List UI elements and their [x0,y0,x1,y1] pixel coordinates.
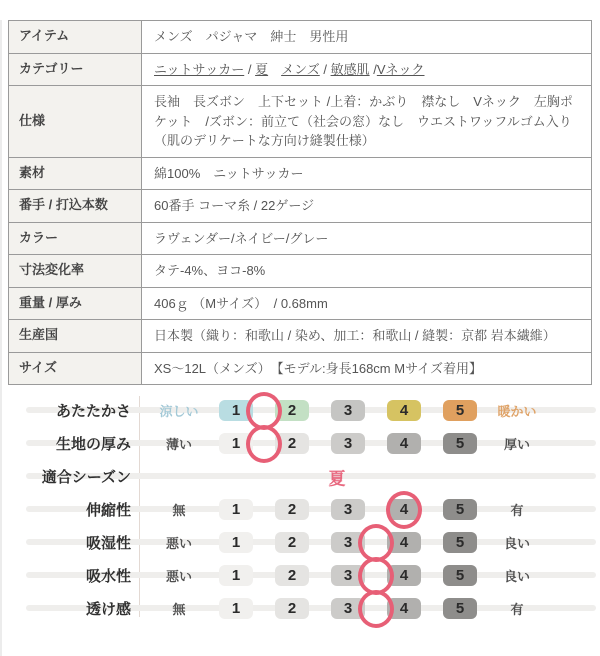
scale-max-label: 厚い [503,437,530,452]
spec-row-value: 長袖 長ズボン 上下セット /上着：かぶり 襟なし Vネック 左胸ポケット /ズボン：前立て（社会の窓）なし ウエストワッフルゴム入り （肌のデリケートな方向け縫製仕様） [142,86,592,158]
scale-box-2: 2 [275,400,309,421]
spec-row-value: 綿100% ニットサッカー [142,157,592,190]
spec-table-body [9,21,592,385]
category-link[interactable]: 夏 [255,61,269,77]
table-row [9,287,592,320]
scale-box-2: 2 [275,598,309,619]
table-row [9,53,592,86]
rating-marker [358,590,394,628]
separator-text [268,62,281,77]
scale-box-4: 4 [387,565,421,586]
scale-min-label: 薄い [165,437,192,452]
rating-row [2,526,600,559]
scale-boxes [219,598,477,619]
scale-box-4: 4 [387,499,421,520]
spec-table [8,20,592,385]
rating-row-label: 吸湿性 [85,535,131,552]
rating-row-label: 伸縮性 [85,502,131,519]
table-row [9,255,592,288]
scale-box-4: 4 [387,433,421,454]
scale-box-2: 2 [275,499,309,520]
category-link[interactable]: 敏感肌 [330,61,370,77]
scale-min-label: 悪い [165,569,192,584]
scale-box-1: 1 [219,499,253,520]
rating-row [2,394,600,427]
scale-box-3: 3 [331,532,365,553]
scale-box-1: 1 [219,598,253,619]
spec-row-label: 寸法変化率 [9,255,142,288]
scale-box-2: 2 [275,565,309,586]
rating-row-label: 生地の厚み [55,436,131,453]
table-row [9,157,592,190]
scale-min-label: 無 [172,602,186,617]
scale-min-label: 涼しい [159,404,199,419]
rating-row [2,427,600,460]
scale-box-5: 5 [443,532,477,553]
spec-row-label: 仕様 [9,86,142,158]
spec-row-value: ラヴェンダー/ネイビー/グレー [142,222,592,255]
spec-row-label: カラー [9,222,142,255]
scale-box-3: 3 [331,598,365,619]
scale-box-3: 3 [331,499,365,520]
category-link[interactable]: ニットサッカー [154,61,245,77]
scale-max-label: 有 [510,503,524,518]
spec-row-label: カテゴリー [9,53,142,86]
scale-box-2: 2 [275,532,309,553]
rating-row [2,460,600,493]
rating-row-label: 適合シーズン [41,469,131,486]
rating-row [2,592,600,625]
spec-row-label: 生産国 [9,320,142,353]
spec-row-value: XS〜12L（メンズ） 【モデル:身長168cm Mサイズ着用】 [142,352,592,385]
scale-box-3: 3 [331,565,365,586]
season-value: 夏 [328,469,346,488]
table-row [9,222,592,255]
category-link[interactable]: メンズ [281,61,320,77]
scale-box-5: 5 [443,598,477,619]
scale-max-label: 良い [503,569,530,584]
scale-box-3: 3 [331,433,365,454]
scale-box-1: 1 [219,400,253,421]
table-row [9,190,592,223]
spec-row-label: アイテム [9,21,142,54]
scale-boxes [219,532,477,553]
table-row [9,352,592,385]
scale-max-label: 有 [510,602,524,617]
separator-text: / [319,61,331,77]
spec-row-value [142,53,592,86]
scale-box-4: 4 [387,598,421,619]
scale-box-1: 1 [219,565,253,586]
scale-box-4: 4 [387,532,421,553]
spec-row-label: サイズ [9,352,142,385]
spec-row-value: 60番手 コーマ糸 / 22ゲージ [142,190,592,223]
scale-max-label: 良い [503,536,530,551]
scale-min-label: 悪い [165,536,192,551]
spec-row-value: タテ-4%、ヨコ-8% [142,255,592,288]
scale-box-4: 4 [387,400,421,421]
rating-row-label: 透け感 [85,601,131,618]
rating-row [2,559,600,592]
rating-marker [386,491,422,529]
category-link[interactable]: Vネック [376,61,425,77]
scale-boxes [219,565,477,586]
table-row [9,320,592,353]
rating-row-label: 吸水性 [85,568,131,585]
spec-row-label: 番手 / 打込本数 [9,190,142,223]
rating-marker [246,425,282,463]
spec-row-label: 素材 [9,157,142,190]
scale-box-1: 1 [219,433,253,454]
spec-row-label: 重量 / 厚み [9,287,142,320]
scale-box-5: 5 [443,433,477,454]
rating-chart [2,394,600,625]
scale-box-2: 2 [275,433,309,454]
spec-row-value: メンズ パジャマ 紳士 男性用 [142,21,592,54]
spec-row-value: 406ｇ （Mサイズ） / 0.68mm [142,287,592,320]
scale-min-label: 無 [172,503,186,518]
table-row [9,86,592,158]
scale-max-label: 暖かい [497,404,537,419]
separator-text: / [244,61,256,77]
scale-box-5: 5 [443,400,477,421]
scale-box-5: 5 [443,565,477,586]
rating-row-label: あたたかさ [55,403,131,420]
separator-text: / [369,61,377,77]
table-row [9,21,592,54]
scale-boxes [219,499,477,520]
product-spec-page [2,20,600,625]
rating-row [2,493,600,526]
scale-box-5: 5 [443,499,477,520]
scale-box-1: 1 [219,532,253,553]
spec-row-value: 日本製（織り：和歌山 / 染め、加工：和歌山 / 縫製：京都 岩本繊維） [142,320,592,353]
scale-box-3: 3 [331,400,365,421]
